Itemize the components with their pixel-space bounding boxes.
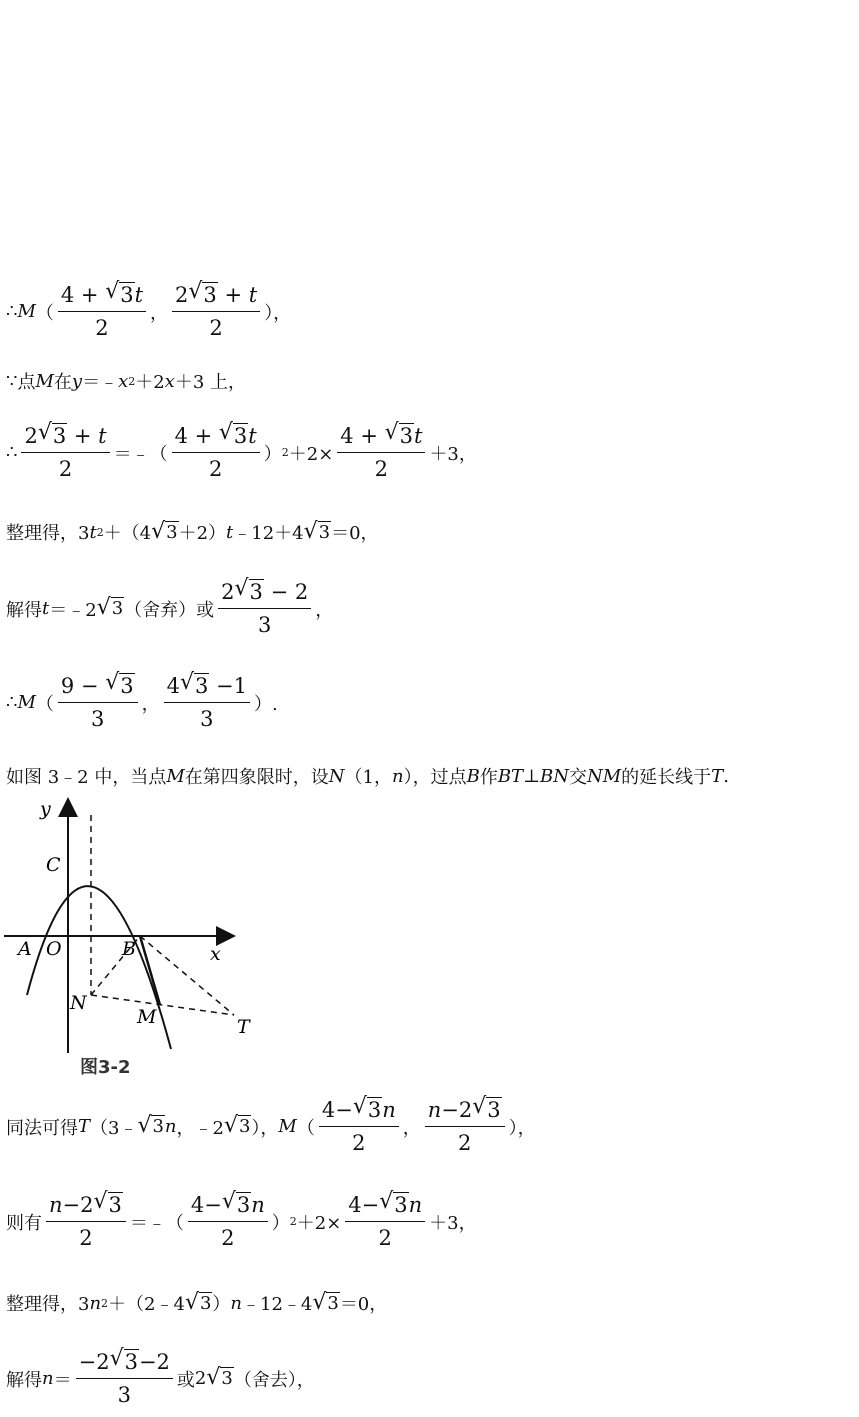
paren: （ xyxy=(35,693,54,715)
point-m: M xyxy=(17,692,36,713)
text: 整理得，3 xyxy=(6,523,90,544)
sqrt: √ 3 xyxy=(208,1368,233,1389)
fraction: $\frac{-2√ 3-2}{3}$ xyxy=(76,1350,173,1407)
text: 2 xyxy=(194,1368,207,1389)
because-symbol: ∵ xyxy=(6,370,18,392)
text: ＋2× xyxy=(296,1212,342,1234)
text: ， xyxy=(315,599,334,621)
text: . xyxy=(723,765,729,787)
figure-3-2 xyxy=(0,795,260,1090)
line-8 xyxy=(6,1098,536,1155)
text: ﹣12＋4 xyxy=(233,523,304,544)
exponent: 2 xyxy=(281,446,289,459)
text: 则有 xyxy=(6,1212,42,1234)
label-m: M xyxy=(137,1006,157,1028)
point-t: T xyxy=(711,765,724,787)
var-y: y xyxy=(71,370,83,392)
text: （3﹣ xyxy=(90,1117,138,1139)
exponent: 2 xyxy=(289,1215,297,1228)
point-m: M xyxy=(278,1116,297,1137)
text: 在第四象限时，设 xyxy=(184,767,329,788)
label-o: O xyxy=(46,938,62,960)
text: ＝0， xyxy=(331,523,379,544)
text: ＋3， xyxy=(429,443,477,465)
segment-bm-line xyxy=(140,936,160,1005)
text: 交 xyxy=(568,767,587,788)
label-b: B xyxy=(122,938,136,960)
fraction: $\frac{4 + √ 3t}{2}$ xyxy=(172,424,260,481)
label-a: A xyxy=(18,938,32,960)
var-x: x xyxy=(118,370,129,392)
sqrt: √ 3 xyxy=(226,1116,251,1137)
text: ＋2 xyxy=(135,372,165,393)
sqrt: √ 3 xyxy=(139,1116,164,1137)
paren: （ xyxy=(35,302,54,324)
line-6 xyxy=(6,674,278,731)
text: ＋3 上， xyxy=(174,372,247,393)
label-y: y xyxy=(40,798,51,820)
fraction: $\frac{2√ 3 + t}{2}$ xyxy=(172,283,260,340)
therefore-symbol: ∴ xyxy=(6,442,18,463)
fraction: $\frac{4 + √ 3t}{2}$ xyxy=(58,283,146,340)
fraction: $\frac{4-√ 3n}{2}$ xyxy=(345,1193,425,1250)
segment-nm: NM xyxy=(586,765,622,787)
point-m: M xyxy=(166,765,185,787)
fraction: $\frac{n-2√ 3}{2}$ xyxy=(425,1098,505,1155)
sqrt: √ 3 xyxy=(187,1293,212,1314)
var-n: n xyxy=(164,1116,177,1137)
text: 在 xyxy=(53,372,72,393)
text: ＝﹣2 xyxy=(49,599,97,621)
exponent: 2 xyxy=(101,1296,109,1310)
fraction: $\frac{4-√ 3n}{2}$ xyxy=(188,1193,268,1250)
text: 作 xyxy=(479,767,498,788)
line-9 xyxy=(6,1193,477,1250)
text: ＝﹣ xyxy=(82,372,119,393)
exponent: 2 xyxy=(128,374,136,388)
line-5 xyxy=(6,580,333,637)
text: 如图 3﹣2 中，当点 xyxy=(6,767,167,788)
line-2 xyxy=(6,368,246,394)
text: 同法可得 xyxy=(6,1117,78,1139)
point-m: M xyxy=(35,370,54,392)
var-n: n xyxy=(42,1368,54,1389)
point-n: N xyxy=(328,765,345,787)
point-b: B xyxy=(466,765,480,787)
line-10 xyxy=(6,1290,387,1316)
text: ＝﹣（ xyxy=(113,443,168,465)
text: ﹣12﹣4 xyxy=(242,1294,313,1315)
var-x: x xyxy=(164,370,175,392)
var-t: t xyxy=(42,598,50,619)
text: ＋（2﹣4 xyxy=(108,1294,185,1315)
paren: （ xyxy=(296,1117,315,1139)
paren: ） xyxy=(263,443,282,465)
comma: ， xyxy=(141,693,160,715)
text: （舍去）， xyxy=(233,1369,315,1391)
fraction: $\frac{4 + √ 3t}{2}$ xyxy=(337,424,425,481)
paren: ）， xyxy=(264,302,292,324)
segment-bn: BN xyxy=(540,765,569,787)
figure-caption: 图3-2 xyxy=(80,1057,131,1078)
comma: ， xyxy=(150,302,169,324)
paren: ）. xyxy=(253,693,278,715)
point-t: T xyxy=(78,1116,91,1137)
text: 点 xyxy=(17,372,36,393)
line-11 xyxy=(6,1350,315,1407)
therefore-symbol: ∴ xyxy=(6,692,18,713)
paren: ）， xyxy=(508,1117,536,1139)
sqrt: √ 3 xyxy=(153,522,178,543)
paren: ） xyxy=(271,1212,290,1234)
text: 或 xyxy=(176,1369,195,1391)
text: ＋3， xyxy=(429,1212,477,1234)
text: ），过点 xyxy=(403,767,467,788)
segment-nt-line xyxy=(91,995,234,1015)
sqrt: √ 3 xyxy=(314,1293,339,1314)
line-3 xyxy=(6,424,477,481)
var-n: n xyxy=(89,1292,102,1314)
line-1 xyxy=(6,283,291,340)
line-4 xyxy=(6,519,379,545)
text: 解得 xyxy=(6,599,42,621)
text: ＝0， xyxy=(339,1294,388,1315)
fraction: $\frac{2√ 3 + t}{2}$ xyxy=(21,424,109,481)
exponent: 2 xyxy=(96,525,104,539)
text: 整理得，3 xyxy=(6,1294,90,1315)
therefore-symbol: ∴ xyxy=(6,301,18,322)
text: ＝﹣（ xyxy=(129,1212,184,1234)
text: ，﹣2 xyxy=(176,1117,224,1139)
text: 的延长线于 xyxy=(621,767,712,788)
text: （舍弃）或 xyxy=(124,599,215,621)
var-n: n xyxy=(392,765,404,787)
fraction: $\frac{4√ 3 -1}{3}$ xyxy=(164,674,250,731)
text: ＋2） xyxy=(178,523,227,544)
parabola-diagram xyxy=(0,795,260,1085)
fraction: $\frac{n-2√ 3}{2}$ xyxy=(46,1193,126,1250)
var-t: t xyxy=(89,521,97,543)
point-m: M xyxy=(17,301,36,322)
comma: ， xyxy=(402,1117,421,1139)
var-n: n xyxy=(230,1292,242,1314)
var-t: t xyxy=(226,521,234,543)
label-t: T xyxy=(237,1016,250,1038)
line-7 xyxy=(6,763,729,789)
text: 解得 xyxy=(6,1369,42,1391)
text: ）， xyxy=(251,1117,279,1139)
fraction: $\frac{4-√ 3n}{2}$ xyxy=(319,1098,399,1155)
perp-symbol: ⊥ xyxy=(523,765,540,787)
text: （1， xyxy=(344,767,392,788)
text: ＋2× xyxy=(288,443,334,465)
fraction: $\frac{9 - √ 3}{3}$ xyxy=(58,674,138,731)
sqrt: √ 3 xyxy=(99,598,124,619)
segment-bt: BT xyxy=(497,765,524,787)
sqrt: √ 3 xyxy=(306,522,331,543)
label-x: x xyxy=(210,943,221,965)
text: ＋（4 xyxy=(103,523,152,544)
fraction: $\frac{2√ 3 - 2}{3}$ xyxy=(218,580,311,637)
label-c: C xyxy=(46,854,61,876)
text: ） xyxy=(212,1294,231,1315)
label-n: N xyxy=(70,992,87,1014)
text: ＝ xyxy=(53,1369,72,1391)
